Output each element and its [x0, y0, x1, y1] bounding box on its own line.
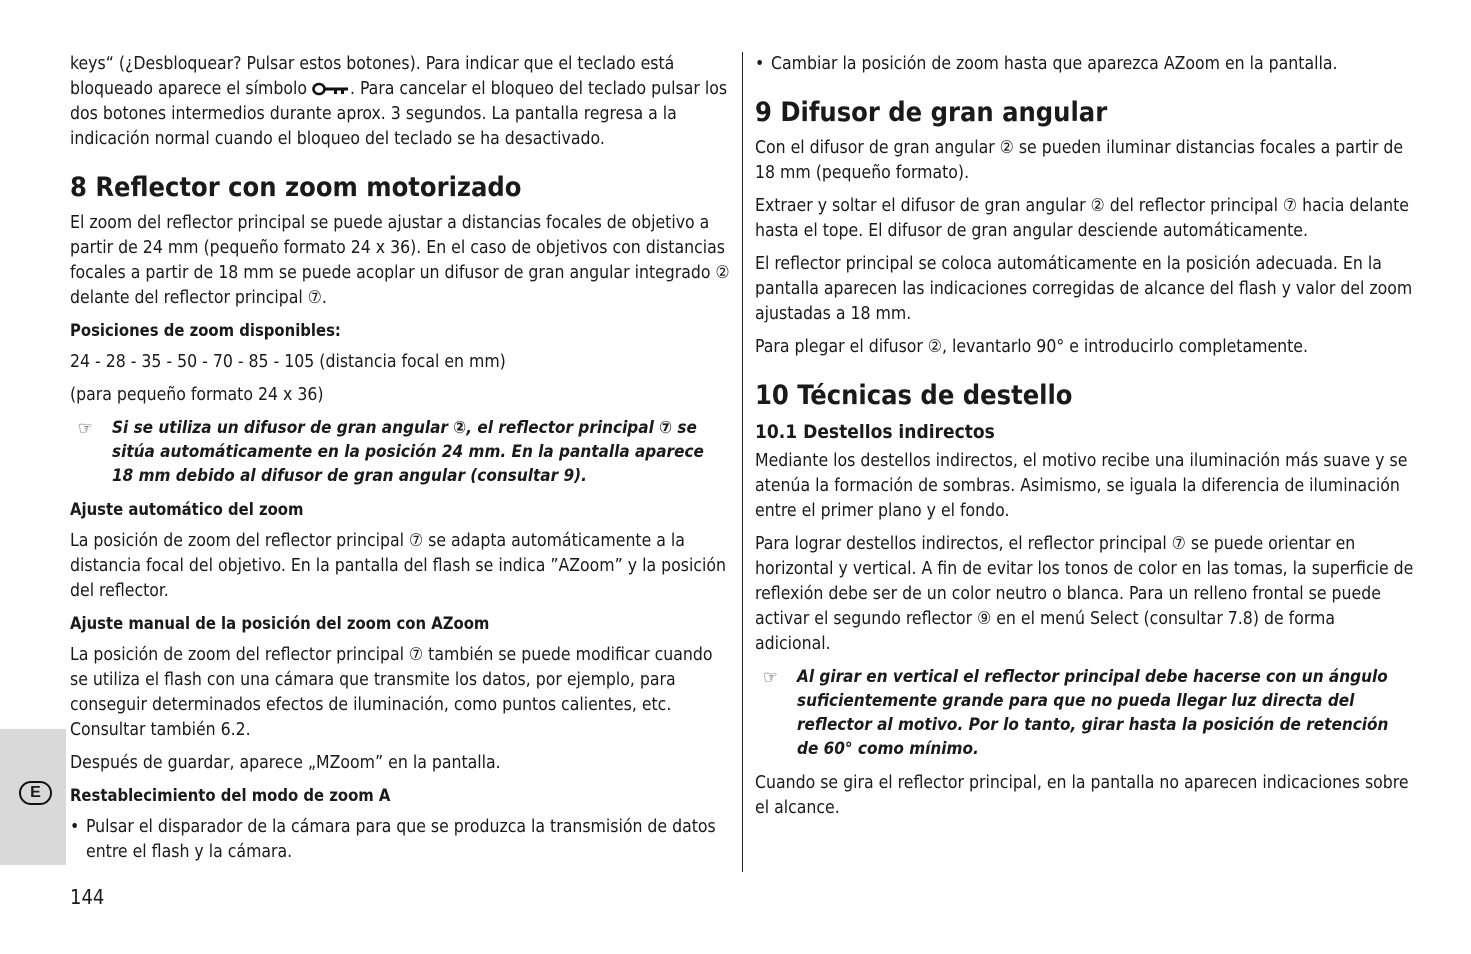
right-column	[755, 52, 1415, 829]
manual-zoom-text: La posición de zoom del reflector principal ⑦ también se puede modificar cuando se utiliza el flash con una cámara que transmite los datos, por ejemplo, para conseguir determinados efectos de iluminación, como puntos calientes, etc. Consultar también 6.2.	[70, 645, 713, 740]
intro-text-start: keys“ (¿Desbloquear? Pulsar estos botones). Para indicar que el teclado está bloqueado aparece el símbolo	[70, 54, 675, 99]
zoom-positions-heading: Posiciones de zoom disponibles:	[70, 321, 341, 340]
section-9-paragraph-2: Extraer y soltar el difusor de gran angular ② del reflector principal ⑦ hacia delante hasta el tope. El difusor de gran angular desciende automáticamente.	[755, 196, 1409, 241]
column-divider	[742, 52, 743, 872]
section-9-paragraph-1: Con el difusor de gran angular ② se pueden iluminar distancias focales a partir de 18 mm (pequeño formato).	[755, 138, 1404, 183]
section-8-title: 8 Reflector con zoom motorizado	[70, 172, 522, 203]
zoom-positions-format: (para pequeño formato 24 x 36)	[70, 385, 324, 405]
section-10-paragraph-1: Mediante los destellos indirectos, el motivo recibe una iluminación más suave y se atenúa la formación de sombras. Asimismo, se iguala la diferencia de iluminación entre el primer plano y el fondo.	[755, 451, 1408, 521]
section-10-title: 10 Técnicas de destello	[755, 380, 1073, 411]
left-column	[70, 52, 730, 873]
section-10-1-title: 10.1 Destellos indirectos	[755, 421, 995, 443]
intro-paragraph	[70, 52, 730, 152]
reset-bullet-text: Pulsar el disparador de la cámara para que se produzca la transmisión de datos entre el flash y la cámara.	[86, 817, 716, 862]
section-10-paragraph-3: Cuando se gira el reflector principal, en la pantalla no aparecen indicaciones sobre el alcance.	[755, 773, 1409, 818]
auto-zoom-heading: Ajuste automático del zoom	[70, 500, 304, 519]
pointing-hand-icon: ☞	[78, 418, 93, 439]
note-text: Al girar en vertical el reflector principal debe hacerse con un ángulo suficientemente grande para que no pueda llegar luz directa del reflector al motivo. Por lo tanto, girar hasta la posición de retención de 60° como mínimo.	[797, 667, 1389, 759]
page-number: 144	[70, 885, 105, 909]
section-9-paragraph-4: Para plegar el difusor ②, levantarlo 90° e introducirlo completamente.	[755, 337, 1308, 357]
azoom-bullet-text: Cambiar la posición de zoom hasta que aparezca AZoom en la pantalla.	[771, 54, 1338, 74]
auto-zoom-text: La posición de zoom del reflector principal ⑦ se adapta automáticamente a la distancia focal del objetivo. En la pantalla del flash se indica ”AZoom” y la posición del reflector.	[70, 531, 726, 601]
bullet-icon: •	[755, 54, 765, 74]
reset-zoom-heading: Restablecimiento del modo de zoom A	[70, 786, 391, 805]
zoom-positions-values: 24 - 28 - 35 - 50 - 70 - 85 - 105 (distancia focal en mm)	[70, 352, 506, 372]
note-vertical-tilt	[755, 665, 1415, 761]
after-save-text: Después de guardar, aparece „MZoom” en la pantalla.	[70, 753, 501, 773]
note-wide-angle-diffuser	[70, 416, 730, 488]
bullet-icon: •	[70, 817, 80, 837]
pointing-hand-icon: ☞	[763, 667, 778, 688]
reset-bullet-item	[70, 815, 730, 865]
intro-text-end: . Para cancelar el bloqueo del teclado pulsar los dos botones intermedios durante aprox. 3 segundos. La pantalla regresa a la indicación normal cuando el bloqueo del teclado se ha desactivado.	[70, 79, 728, 149]
section-9-paragraph-3: El reflector principal se coloca automáticamente en la posición adecuada. En la pantalla aparecen las indicaciones corregidas de alcance del flash y valor del zoom ajustadas a 18 mm.	[755, 254, 1413, 324]
key-lock-icon	[312, 82, 350, 96]
section-10-paragraph-2: Para lograr destellos indirectos, el reflector principal ⑦ se puede orientar en horizontal y vertical. A fin de evitar los tonos de color en las tomas, la superficie de reflexión debe ser de un color neutro o blanca. Para un relleno frontal se puede activar el segundo reflector ⑨ en el menú Select (consultar 7.8) de forma adicional.	[755, 534, 1414, 654]
section-8-paragraph: El zoom del reflector principal se puede ajustar a distancias focales de objetivo a partir de 24 mm (pequeño formato 24 x 36). En el caso de objetivos con distancias focales a partir de 18 mm se puede acoplar un difusor de gran angular integrado ② delante del reflector principal ⑦.	[70, 213, 730, 308]
azoom-bullet-item	[755, 52, 1415, 77]
section-9-title: 9 Difusor de gran angular	[755, 97, 1108, 128]
note-text: Si se utiliza un difusor de gran angular ②, el reflector principal ⑦ se sitúa automáticamente en la posición 24 mm. En la pantalla aparece 18 mm debido al difusor de gran angular (consultar 9).	[112, 418, 704, 486]
manual-zoom-heading: Ajuste manual de la posición del zoom con AZoom	[70, 614, 490, 633]
language-tab-label: E	[19, 781, 52, 805]
